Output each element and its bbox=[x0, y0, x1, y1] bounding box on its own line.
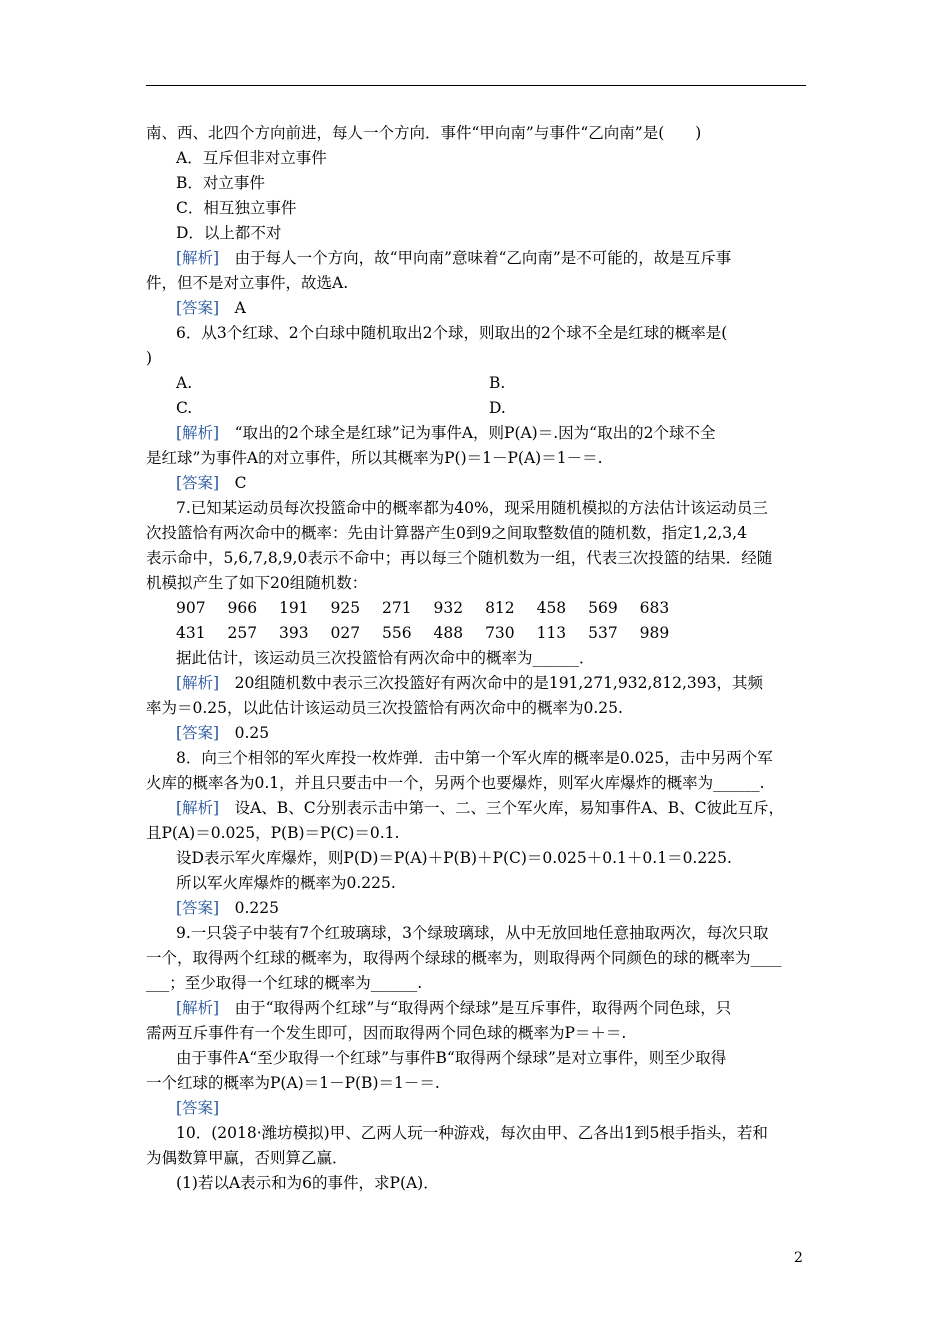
analysis-tag: [解析] bbox=[176, 799, 220, 817]
q10-stem: 10．(2018·潍坊模拟)甲、乙两人玩一种游戏，每次由甲、乙各出1到5根手指头，若和 bbox=[176, 1124, 768, 1142]
q8-analysis-line: 所以军火库爆炸的概率为0.225. bbox=[176, 874, 396, 892]
analysis-tag: [解析] bbox=[176, 424, 220, 442]
answer-tag: [答案] bbox=[176, 299, 220, 317]
answer-tag: [答案] bbox=[176, 474, 220, 492]
q7-answer: [答案] 0.25 bbox=[176, 724, 270, 742]
q5-stem: 南、西、北四个方向前进，每人一个方向．事件“甲向南”与事件“乙向南”是( ) bbox=[146, 124, 702, 142]
answer-tag: [答案] bbox=[176, 1099, 220, 1117]
answer-tag: [答案] bbox=[176, 724, 220, 742]
q5-option-b: B．对立事件 bbox=[176, 174, 265, 192]
q10-stem: 为偶数算甲赢，否则算乙赢． bbox=[146, 1149, 348, 1167]
q5-option-a: A．互斥但非对立事件 bbox=[176, 149, 327, 167]
q6-analysis-line: 是红球”为事件A的对立事件，所以其概率为P()＝1－P(A)＝1－＝. bbox=[146, 449, 603, 467]
q6-stem: ) bbox=[146, 349, 153, 367]
q5-option-d: D．以上都不对 bbox=[176, 224, 282, 242]
q9-analysis-line: [解析] 由于“取得两个红球”与“取得两个绿球”是互斥事件，取得两个同色球，只 bbox=[176, 999, 732, 1017]
analysis-tag: [解析] bbox=[176, 999, 220, 1017]
q8-analysis-line: [解析] 设A、B、C分别表示击中第一、二、三个军火库，易知事件A、B、C彼此互斥， bbox=[176, 799, 784, 817]
q9-analysis-line: 需两互斥事件有一个发生即可，因而取得两个同色球的概率为P＝＋＝. bbox=[146, 1024, 627, 1042]
q6-option-a: A. bbox=[176, 374, 193, 392]
q6-option-c: C. bbox=[176, 399, 193, 417]
q8-stem: 8．向三个相邻的军火库投一枚炸弹．击中第一个军火库的概率是0.025，击中另两个军 bbox=[176, 749, 773, 767]
header-rule bbox=[146, 85, 806, 86]
q7-stem: 次投篮恰有两次命中的概率：先由计算器产生0到9之间取整数值的随机数，指定1,2,3,4 bbox=[146, 524, 747, 542]
q8-analysis-line: 设D表示军火库爆炸，则P(D)＝P(A)＋P(B)＋P(C)＝0.025＋0.1＋0.1＝0.225. bbox=[176, 849, 732, 867]
q9-answer bbox=[176, 1096, 219, 1121]
q6-answer: [答案] C bbox=[176, 474, 247, 492]
q8-stem: 火库的概率各为0.1，并且只要击中一个，另两个也要爆炸，则军火库爆炸的概率为______. bbox=[146, 774, 765, 792]
q7-random-numbers-row: 907 966 191 925 271 932 812 458 569 683 bbox=[176, 599, 670, 617]
q7-random-numbers-row: 431 257 393 027 556 488 730 113 537 989 bbox=[176, 624, 670, 642]
q9-analysis-line: 一个红球的概率为P(A)＝1－P(B)＝1－＝. bbox=[146, 1074, 440, 1092]
q10-subquestion: (1)若以A表示和为6的事件，求P(A)． bbox=[176, 1174, 439, 1192]
q6-stem: 6．从3个红球、2个白球中随机取出2个球，则取出的2个球不全是红球的概率是( bbox=[176, 324, 728, 342]
q9-analysis-line: 由于事件A“至少取得一个红球”与事件B“取得两个绿球”是对立事件，则至少取得 bbox=[176, 1049, 727, 1067]
q7-stem: 机模拟产生了如下20组随机数： bbox=[146, 574, 368, 592]
q6-analysis-line: [解析] “取出的2个球全是红球”记为事件A，则P(A)＝.因为“取出的2个球不全 bbox=[176, 424, 716, 442]
q9-stem: 9.一只袋子中装有7个红玻璃球，3个绿玻璃球，从中无放回地任意抽取两次，每次只取 bbox=[176, 924, 769, 942]
analysis-tag: [解析] bbox=[176, 249, 220, 267]
q9-stem: ___；至少取得一个红球的概率为______. bbox=[146, 974, 423, 992]
q5-analysis-line: [解析] 由于每人一个方向，故“甲向南”意味着“乙向南”是不可能的，故是互斥事 bbox=[176, 249, 732, 267]
q7-question: 据此估计，该运动员三次投篮恰有两次命中的概率为______． bbox=[176, 649, 595, 667]
answer-tag: [答案] bbox=[176, 899, 220, 917]
q9-stem: 一个，取得两个红球的概率为，取得两个绿球的概率为，则取得两个同颜色的球的概率为____ bbox=[146, 949, 782, 967]
q6-option-b: B. bbox=[489, 374, 506, 392]
q7-analysis-line: 率为＝0.25，以此估计该运动员三次投篮恰有两次命中的概率为0.25. bbox=[146, 699, 623, 717]
q7-stem: 表示命中，5,6,7,8,9,0表示不命中；再以每三个随机数为一组，代表三次投篮的结果．经随 bbox=[146, 549, 773, 567]
analysis-tag: [解析] bbox=[176, 674, 220, 692]
page-number: 2 bbox=[794, 1250, 803, 1266]
q8-answer: [答案] 0.225 bbox=[176, 899, 279, 917]
q7-analysis-line: [解析] 20组随机数中表示三次投篮好有两次命中的是191,271,932,812,393，其频 bbox=[176, 674, 763, 692]
q6-option-d: D. bbox=[489, 399, 506, 417]
q7-stem: 7.已知某运动员每次投篮命中的概率都为40%，现采用随机模拟的方法估计该运动员三 bbox=[176, 499, 768, 517]
q5-answer: [答案] A bbox=[176, 299, 246, 317]
q5-option-c: C．相互独立事件 bbox=[176, 199, 297, 217]
q5-analysis-line: 件，但不是对立事件，故选A. bbox=[146, 274, 349, 292]
q8-analysis-line: 且P(A)＝0.025，P(B)＝P(C)＝0.1. bbox=[146, 824, 400, 842]
